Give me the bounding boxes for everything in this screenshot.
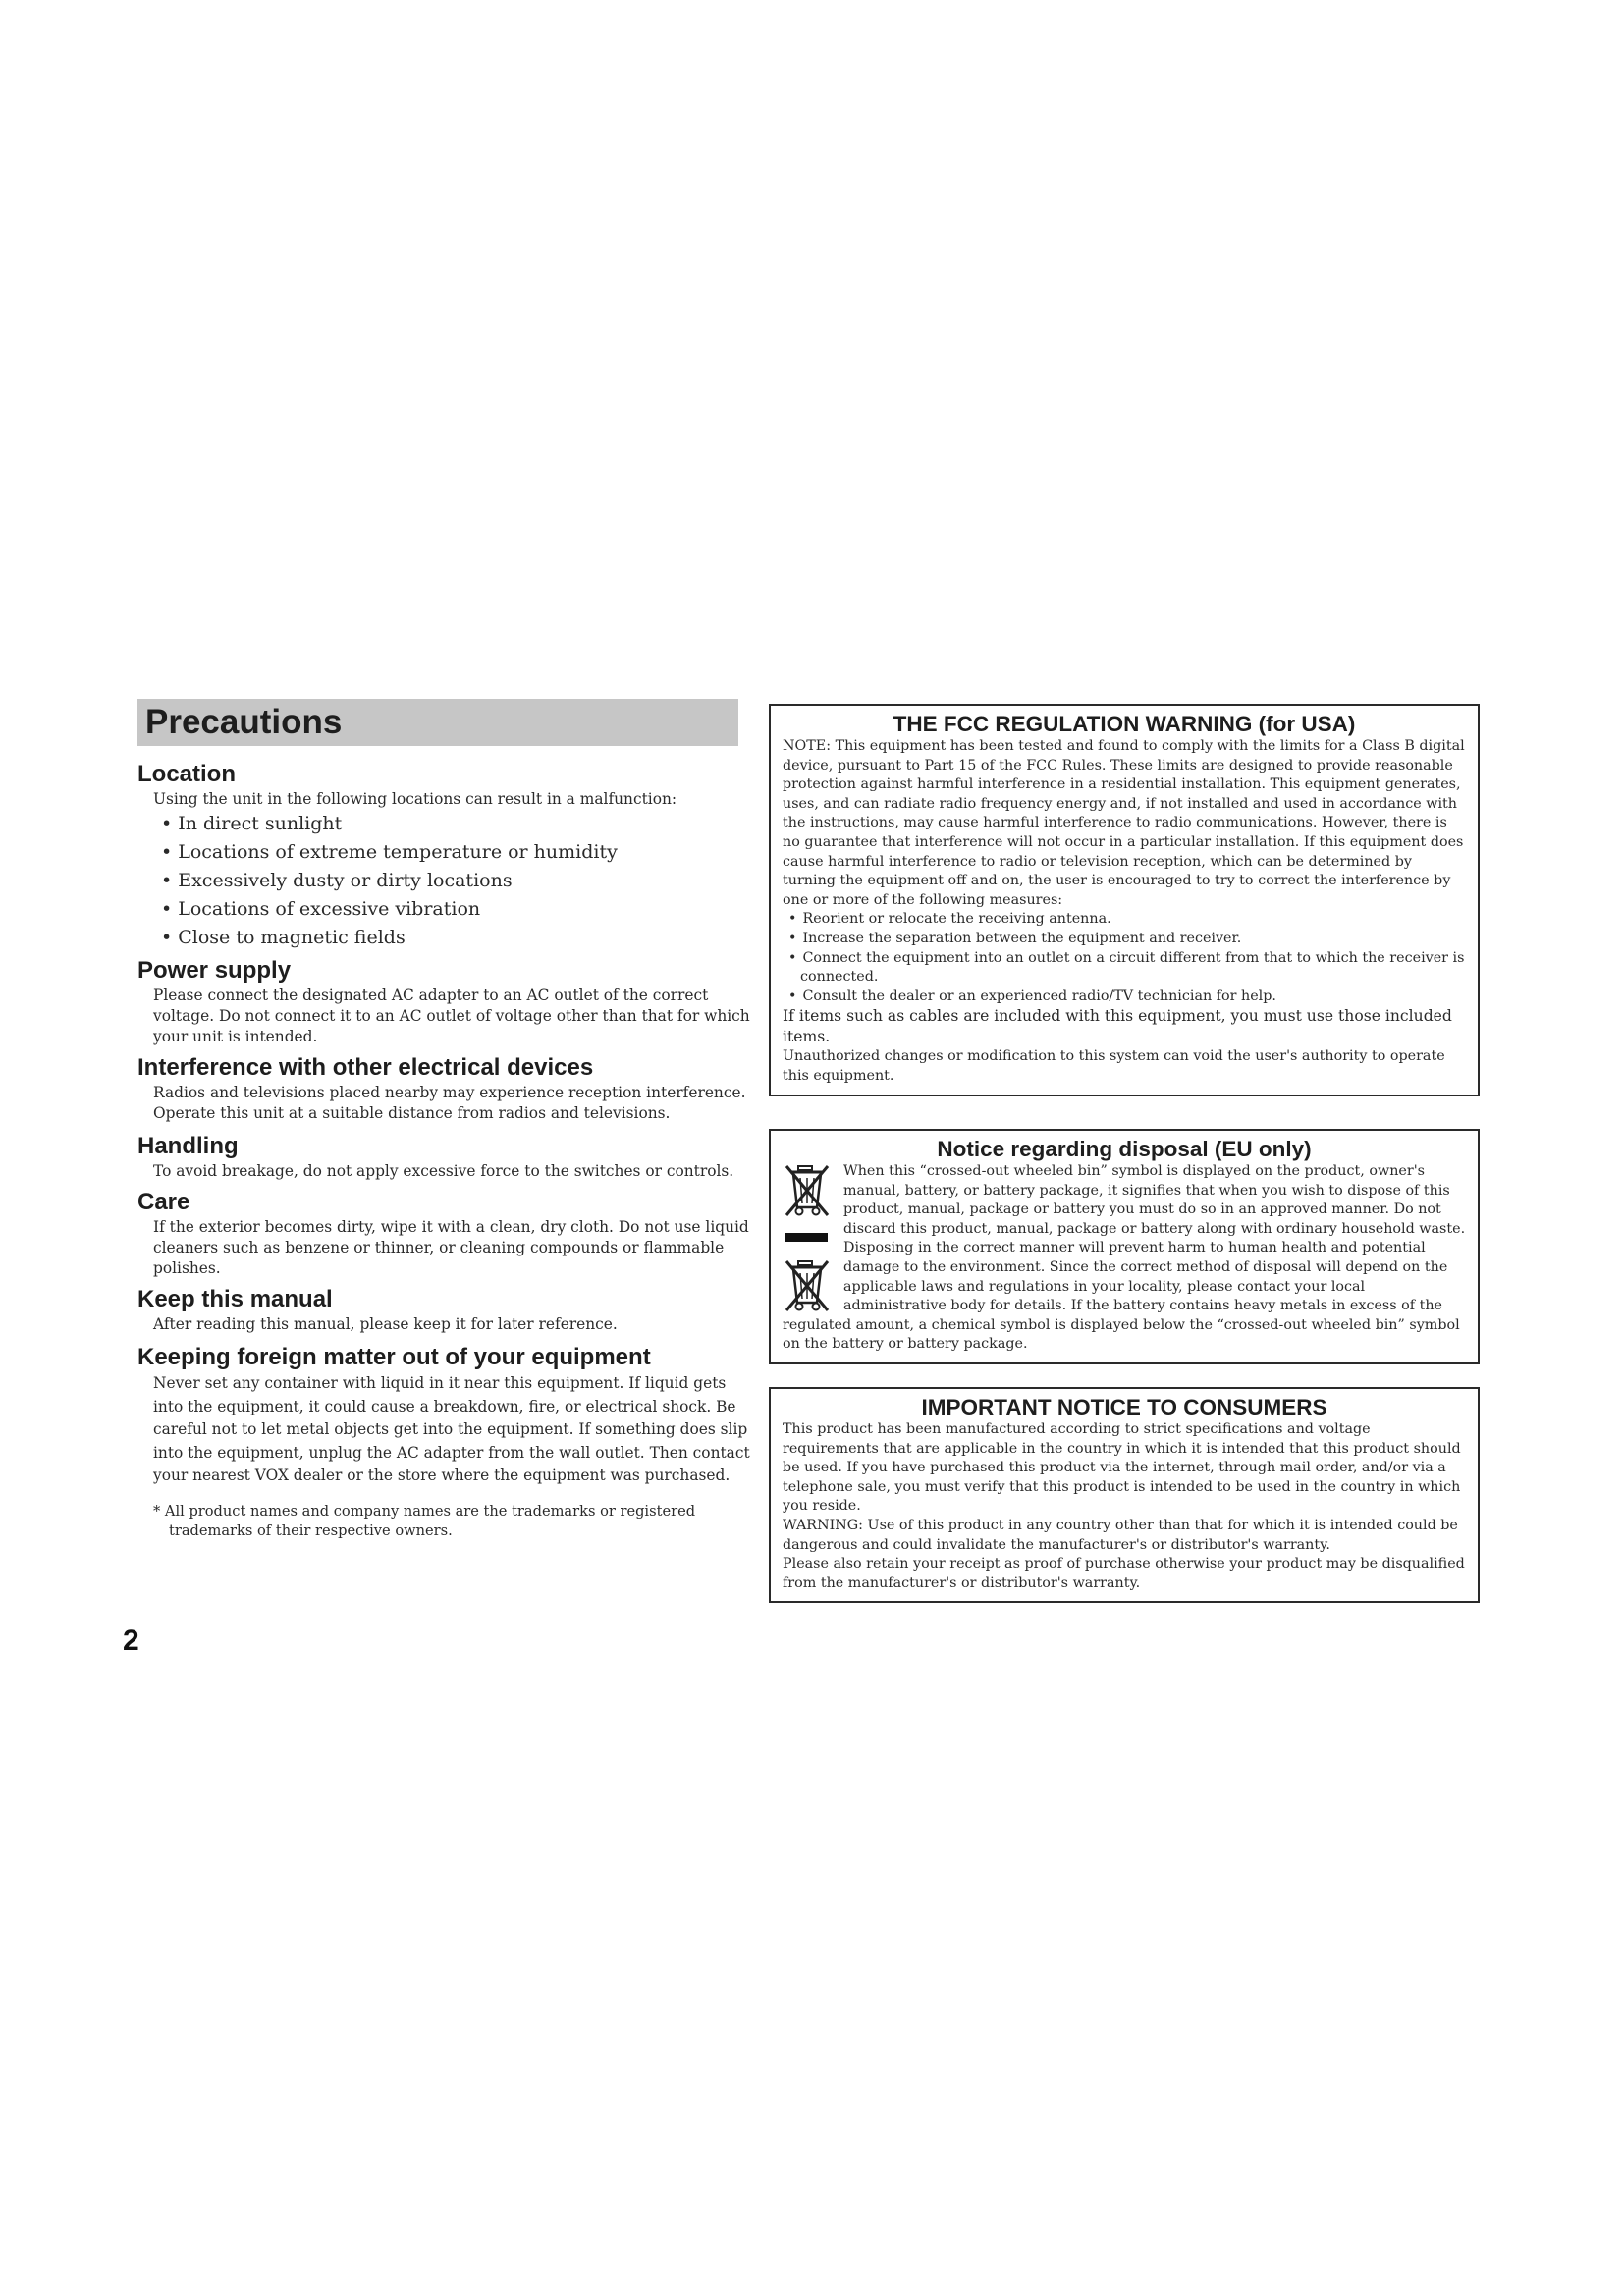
section-text: Radios and televisions placed nearby may experience reception interference. Operate this unit at a suitable distance from radios and televisions.: [153, 1084, 746, 1122]
consumers-text: This product has been manufactured according to strict specifications and voltage requirements that are applicable in the country in which it is intended that this product should be used. If you have purchased this product via the internet, through mail order, and/or via a telephone sale, you must verify that this product is intended to be used in the country in which you reside.: [783, 1421, 1461, 1515]
page-number: 2: [123, 1625, 139, 1657]
consumers-notice-box: [769, 1387, 1480, 1603]
trademark-footnote: * All product names and company names are the trademarks or registered trademarks of their respective owners.: [153, 1502, 696, 1539]
section-text: Using the unit in the following locations can result in a malfunction:: [153, 790, 677, 808]
section-text: Never set any container with liquid in it near this equipment. If liquid gets into the equipment, it could cause a breakdown, fire, or electrical shock. Be careful not to let metal objects get into the equipment. If something does slip into the equipment, unplug the AC adapter from the wall outlet. Then contact your nearest VOX dealer or the store where the equipment was purchased.: [153, 1374, 750, 1484]
fcc-warning-box: [769, 704, 1480, 1096]
section-text: To avoid breakage, do not apply excessive force to the switches or controls.: [153, 1162, 734, 1180]
eu-text: When this “crossed-out wheeled bin” symbol is displayed on the product, owner's manual, battery, or battery package, it signifies that when you wish to dispose of this product, manual, package or battery you must do so in an approved manner. Do not discard this product, manual, package or battery along with ordinary household waste. Disposing in the correct manner will prevent harm to human health and potential damage to the environment. Since the correct method of disposal will depend on the applicable laws and regulations in your locality, please contact your local administrative body for details. If the battery contains heavy metals in excess of the regulated amount, a chemical symbol is displayed below the “crossed-out wheeled bin” symbol on the battery or battery package.: [783, 1163, 1466, 1353]
list-item: • Increase the separation between the equipment and receiver.: [783, 930, 1466, 949]
crossed-out-wheeled-bin-icon: [783, 1257, 832, 1314]
section-heading: Keeping foreign matter out of your equipment: [137, 1344, 651, 1370]
list-item: • Reorient or relocate the receiving antenna.: [783, 910, 1466, 930]
page-title: Precautions: [137, 699, 738, 746]
crossed-out-wheeled-bin-icon: [783, 1162, 832, 1219]
section-heading: Handling: [137, 1133, 239, 1159]
consumers-heading: IMPORTANT NOTICE TO CONSUMERS: [921, 1395, 1327, 1419]
section-text: Please connect the designated AC adapter to an AC outlet of the correct voltage. Do not connect it to an AC outlet of voltage other than that for which your unit is intended.: [153, 987, 750, 1045]
precautions-column: [137, 699, 756, 1541]
fcc-measures-list: [783, 910, 1466, 1006]
section-power-supply: [137, 956, 756, 1047]
section-heading: Location: [137, 761, 236, 787]
fcc-unauthorized-text: Unauthorized changes or modification to this system can void the user's authority to operate this equipment.: [783, 1048, 1445, 1084]
section-interference: [137, 1053, 756, 1124]
section-location: [137, 760, 756, 952]
section-keep-manual: [137, 1285, 756, 1335]
list-item: • Locations of extreme temperature or humidity: [161, 838, 756, 867]
section-care: [137, 1188, 756, 1279]
fcc-note: NOTE: This equipment has been tested and found to comply with the limits for a Class B digital device, pursuant to Part 15 of the FCC Rules. These limits are designed to provide reasonable protection against harmful interference in a residential installation. This equipment generates, uses, and can radiate radio frequency energy and, if not installed and used in accordance with the instructions, may cause harmful interference to radio communications. However, there is no guarantee that interference will not occur in a particular installation. If this equipment does cause harmful interference to radio or television reception, which can be determined by turning the equipment off and on, the user is encouraged to try to correct the interference by one or more of the following measures:: [783, 738, 1465, 908]
list-item: • Locations of excessive vibration: [161, 895, 756, 924]
eu-heading: Notice regarding disposal (EU only): [937, 1137, 1312, 1161]
fcc-cables-text: If items such as cables are included with this equipment, you must use those included items.: [783, 1007, 1452, 1046]
eu-icon-column: [783, 1162, 838, 1314]
consumers-warning: WARNING: Use of this product in any country other than that for which it is intended could be dangerous and could invalidate the manufacturer's or distributor's warranty.: [783, 1517, 1458, 1553]
consumers-receipt: Please also retain your receipt as proof of purchase otherwise your product may be disqualified from the manufacturer's or distributor's warranty.: [783, 1556, 1465, 1591]
eu-disposal-box: [769, 1129, 1480, 1364]
location-bullet-list: [161, 810, 756, 952]
list-item: • Close to magnetic fields: [161, 924, 756, 952]
section-handling: [137, 1132, 756, 1182]
list-item: • Connect the equipment into an outlet on a circuit different from that to which the receiver is connected.: [783, 949, 1466, 988]
fcc-heading: THE FCC REGULATION WARNING (for USA): [893, 712, 1356, 736]
section-heading: Power supply: [137, 957, 292, 984]
list-item: • Consult the dealer or an experienced radio/TV technician for help.: [783, 988, 1466, 1007]
list-item: • Excessively dusty or dirty locations: [161, 867, 756, 895]
section-text: If the exterior becomes dirty, wipe it with a clean, dry cloth. Do not use liquid cleaners such as benzene or thinner, or cleaning compounds or flammable polishes.: [153, 1218, 749, 1277]
section-foreign-matter: [137, 1343, 756, 1488]
section-heading: Keep this manual: [137, 1286, 333, 1312]
section-text: After reading this manual, please keep it for later reference.: [153, 1315, 618, 1333]
section-heading: Care: [137, 1189, 190, 1215]
list-item: • In direct sunlight: [161, 810, 756, 838]
solid-bar: [785, 1233, 828, 1242]
section-heading: Interference with other electrical devices: [137, 1054, 594, 1081]
